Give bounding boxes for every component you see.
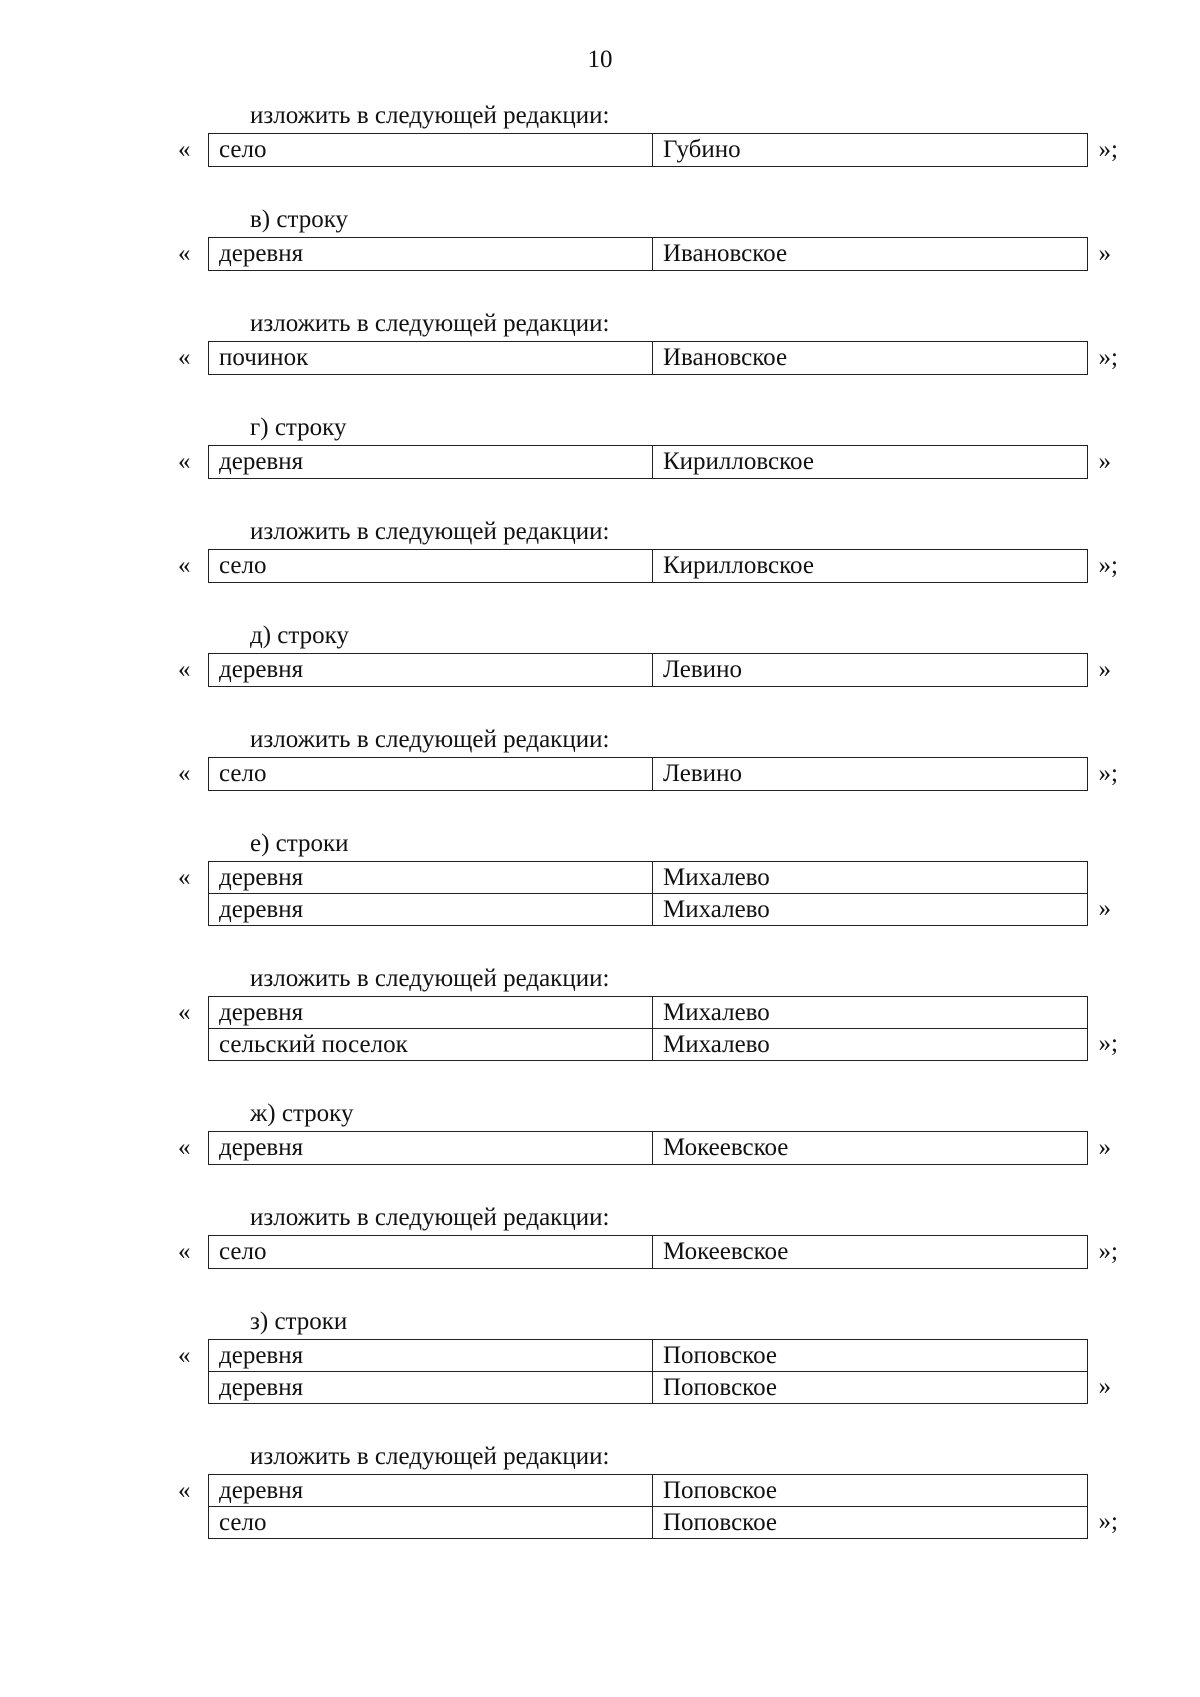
settlement-type-cell: деревня <box>209 1372 653 1404</box>
opening-quote: « <box>178 552 191 579</box>
settlement-name-cell: Поповское <box>653 1340 1088 1372</box>
amendment-block <box>178 205 1138 271</box>
quoted-table-row <box>178 237 1138 271</box>
block-caption: в) строку <box>250 206 348 233</box>
settlement-type-cell: деревня <box>209 997 653 1029</box>
opening-quote: « <box>178 136 191 163</box>
block-caption: изложить в следующей редакции: <box>250 1443 610 1470</box>
table-row <box>209 758 1088 791</box>
quoted-table-row <box>178 133 1138 167</box>
block-caption: изложить в следующей редакции: <box>250 1204 610 1231</box>
closing-quote: » <box>1098 895 1111 922</box>
settlement-table <box>208 133 1088 167</box>
settlement-name-cell: Левино <box>653 654 1088 687</box>
amendment-block <box>178 1099 1138 1165</box>
amendment-block <box>178 829 1138 926</box>
amendment-block <box>178 517 1138 583</box>
table-row <box>209 238 1088 271</box>
settlement-type-cell: деревня <box>209 862 653 894</box>
quoted-table-row <box>178 996 1138 1061</box>
opening-quote: « <box>178 760 191 787</box>
settlement-table <box>208 1235 1088 1269</box>
settlement-type-cell: деревня <box>209 238 653 271</box>
page-number: 10 <box>587 46 613 73</box>
amendment-block <box>178 621 1138 687</box>
settlement-table <box>208 445 1088 479</box>
opening-quote: « <box>178 1342 191 1369</box>
closing-quote: »; <box>1098 1238 1118 1265</box>
table-row <box>209 1475 1088 1507</box>
opening-quote: « <box>178 656 191 683</box>
table-row <box>209 894 1088 926</box>
block-caption: изложить в следующей редакции: <box>250 726 610 753</box>
settlement-type-cell: деревня <box>209 894 653 926</box>
quoted-table-row <box>178 1474 1138 1539</box>
settlement-type-cell: село <box>209 134 653 167</box>
block-caption: изложить в следующей редакции: <box>250 518 610 545</box>
table-row <box>209 862 1088 894</box>
quoted-table-row <box>178 1235 1138 1269</box>
closing-quote: »; <box>1098 344 1118 371</box>
quoted-table-row <box>178 1131 1138 1165</box>
quoted-table-row <box>178 445 1138 479</box>
settlement-table <box>208 1339 1088 1404</box>
settlement-type-cell: село <box>209 550 653 583</box>
closing-quote: »; <box>1098 552 1118 579</box>
opening-quote: « <box>178 999 191 1026</box>
settlement-table <box>208 996 1088 1061</box>
table-row <box>209 654 1088 687</box>
quoted-table-row <box>178 1339 1138 1404</box>
settlement-type-cell: сельский поселок <box>209 1029 653 1061</box>
quoted-table-row <box>178 757 1138 791</box>
block-caption: г) строку <box>250 414 347 441</box>
settlement-table <box>208 1131 1088 1165</box>
settlement-name-cell: Михалево <box>653 997 1088 1029</box>
table-row <box>209 342 1088 375</box>
opening-quote: « <box>178 1134 191 1161</box>
settlement-name-cell: Мокеевское <box>653 1132 1088 1165</box>
settlement-table <box>208 653 1088 687</box>
table-row <box>209 1507 1088 1539</box>
settlement-type-cell: деревня <box>209 1132 653 1165</box>
amendment-block <box>178 101 1138 167</box>
settlement-type-cell: село <box>209 758 653 791</box>
amendment-block <box>178 413 1138 479</box>
opening-quote: « <box>178 1477 191 1504</box>
closing-quote: »; <box>1098 1508 1118 1535</box>
opening-quote: « <box>178 864 191 891</box>
amendment-block <box>178 1203 1138 1269</box>
closing-quote: » <box>1098 1134 1111 1161</box>
opening-quote: « <box>178 1238 191 1265</box>
settlement-name-cell: Михалево <box>653 1029 1088 1061</box>
settlement-name-cell: Кирилловское <box>653 550 1088 583</box>
settlement-name-cell: Поповское <box>653 1507 1088 1539</box>
table-row <box>209 134 1088 167</box>
table-row <box>209 1236 1088 1269</box>
amendment-block <box>178 1307 1138 1404</box>
quoted-table-row <box>178 653 1138 687</box>
settlement-table <box>208 757 1088 791</box>
closing-quote: »; <box>1098 1030 1118 1057</box>
settlement-name-cell: Мокеевское <box>653 1236 1088 1269</box>
table-row <box>209 997 1088 1029</box>
quoted-table-row <box>178 341 1138 375</box>
amendment-block <box>178 1442 1138 1539</box>
quoted-table-row <box>178 549 1138 583</box>
settlement-type-cell: деревня <box>209 1475 653 1507</box>
settlement-type-cell: село <box>209 1236 653 1269</box>
settlement-table <box>208 237 1088 271</box>
settlement-type-cell: починок <box>209 342 653 375</box>
settlement-name-cell: Левино <box>653 758 1088 791</box>
block-caption: изложить в следующей редакции: <box>250 965 610 992</box>
settlement-table <box>208 861 1088 926</box>
settlement-type-cell: деревня <box>209 654 653 687</box>
block-caption: д) строку <box>250 622 349 649</box>
amendment-block <box>178 309 1138 375</box>
settlement-name-cell: Кирилловское <box>653 446 1088 479</box>
closing-quote: » <box>1098 1373 1111 1400</box>
closing-quote: »; <box>1098 760 1118 787</box>
closing-quote: » <box>1098 656 1111 683</box>
settlement-name-cell: Ивановское <box>653 342 1088 375</box>
settlement-name-cell: Ивановское <box>653 238 1088 271</box>
block-caption: изложить в следующей редакции: <box>250 102 610 129</box>
settlement-name-cell: Поповское <box>653 1475 1088 1507</box>
closing-quote: »; <box>1098 136 1118 163</box>
table-row <box>209 446 1088 479</box>
settlement-table <box>208 549 1088 583</box>
opening-quote: « <box>178 240 191 267</box>
settlement-name-cell: Поповское <box>653 1372 1088 1404</box>
block-caption: з) строки <box>250 1308 348 1335</box>
table-row <box>209 1340 1088 1372</box>
amendment-block <box>178 964 1138 1061</box>
settlement-name-cell: Губино <box>653 134 1088 167</box>
quoted-table-row <box>178 861 1138 926</box>
block-caption: е) строки <box>250 830 349 857</box>
table-row <box>209 1372 1088 1404</box>
settlement-type-cell: деревня <box>209 446 653 479</box>
settlement-name-cell: Михалево <box>653 862 1088 894</box>
table-row <box>209 1132 1088 1165</box>
closing-quote: » <box>1098 240 1111 267</box>
settlement-name-cell: Михалево <box>653 894 1088 926</box>
document-body <box>178 101 1138 1577</box>
settlement-table <box>208 341 1088 375</box>
table-row <box>209 550 1088 583</box>
settlement-type-cell: деревня <box>209 1340 653 1372</box>
opening-quote: « <box>178 448 191 475</box>
settlement-table <box>208 1474 1088 1539</box>
closing-quote: » <box>1098 448 1111 475</box>
table-row <box>209 1029 1088 1061</box>
settlement-type-cell: село <box>209 1507 653 1539</box>
block-caption: ж) строку <box>250 1100 354 1127</box>
amendment-block <box>178 725 1138 791</box>
opening-quote: « <box>178 344 191 371</box>
block-caption: изложить в следующей редакции: <box>250 310 610 337</box>
